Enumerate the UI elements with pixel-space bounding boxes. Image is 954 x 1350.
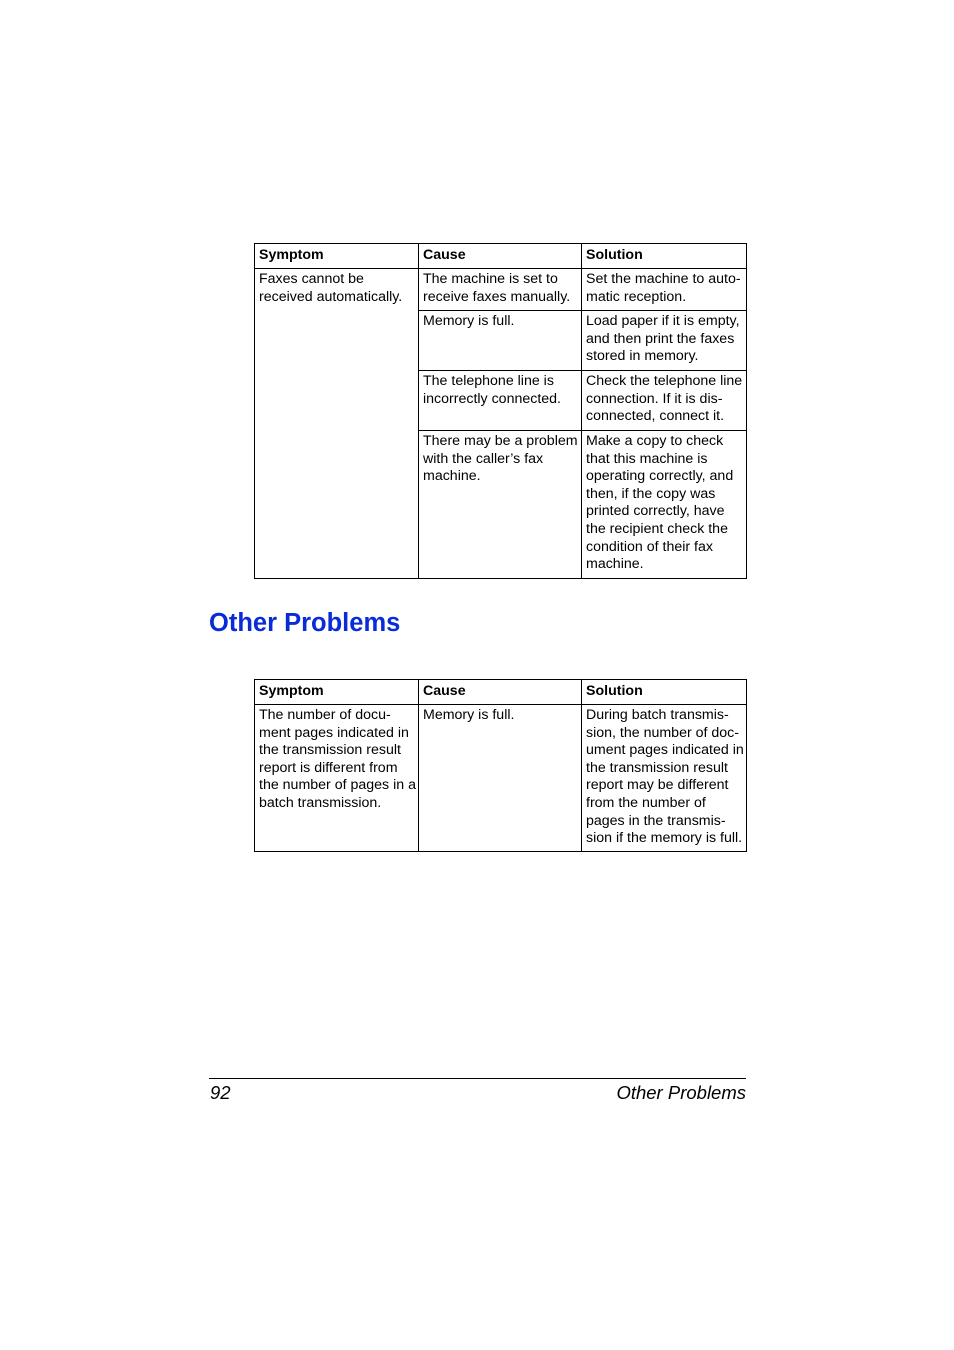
table-row bbox=[255, 269, 747, 311]
column-header-symptom: Symptom bbox=[255, 244, 419, 269]
column-header-symptom: Symptom bbox=[255, 680, 419, 705]
cause-cell: Memory is full. bbox=[419, 705, 582, 852]
solution-cell: During batch transmis- sion, the number of doc- ument pages indicated in the transmission result report may be different from the number of pages in the transmis- sion if the memory is full. bbox=[582, 705, 747, 852]
cause-cell: The telephone line is incorrectly connected. bbox=[419, 371, 582, 431]
cause-cell: Memory is full. bbox=[419, 311, 582, 371]
symptom-cell: The number of docu- ment pages indicated in the transmission result report is different from the number of pages in a batch transmission. bbox=[255, 705, 419, 852]
column-header-cause: Cause bbox=[419, 244, 582, 269]
solution-cell: Set the machine to auto- matic reception. bbox=[582, 269, 747, 311]
page-number: 92 bbox=[210, 1082, 231, 1103]
symptom-cell: Faxes cannot be received automatically. bbox=[255, 269, 419, 579]
footer-divider bbox=[209, 1078, 746, 1079]
solution-cell: Load paper if it is empty, and then print the faxes stored in memory. bbox=[582, 311, 747, 371]
column-header-solution: Solution bbox=[582, 244, 747, 269]
section-title: Other Problems bbox=[209, 609, 401, 637]
cause-cell: The machine is set to receive faxes manually. bbox=[419, 269, 582, 311]
table-header-row bbox=[255, 680, 747, 705]
solution-cell: Check the telephone line connection. If it is dis- connected, connect it. bbox=[582, 371, 747, 431]
table-header-row bbox=[255, 244, 747, 269]
footer-section-title: Other Problems bbox=[616, 1082, 746, 1103]
cause-cell: There may be a problem with the caller’s fax machine. bbox=[419, 431, 582, 579]
table-row bbox=[255, 705, 747, 852]
column-header-cause: Cause bbox=[419, 680, 582, 705]
solution-cell: Make a copy to check that this machine is operating correctly, and then, if the copy was printed correctly, have the recipient check the condition of their fax machine. bbox=[582, 431, 747, 579]
other-problems-table bbox=[254, 679, 747, 852]
fax-reception-problems-table bbox=[254, 243, 747, 579]
column-header-solution: Solution bbox=[582, 680, 747, 705]
